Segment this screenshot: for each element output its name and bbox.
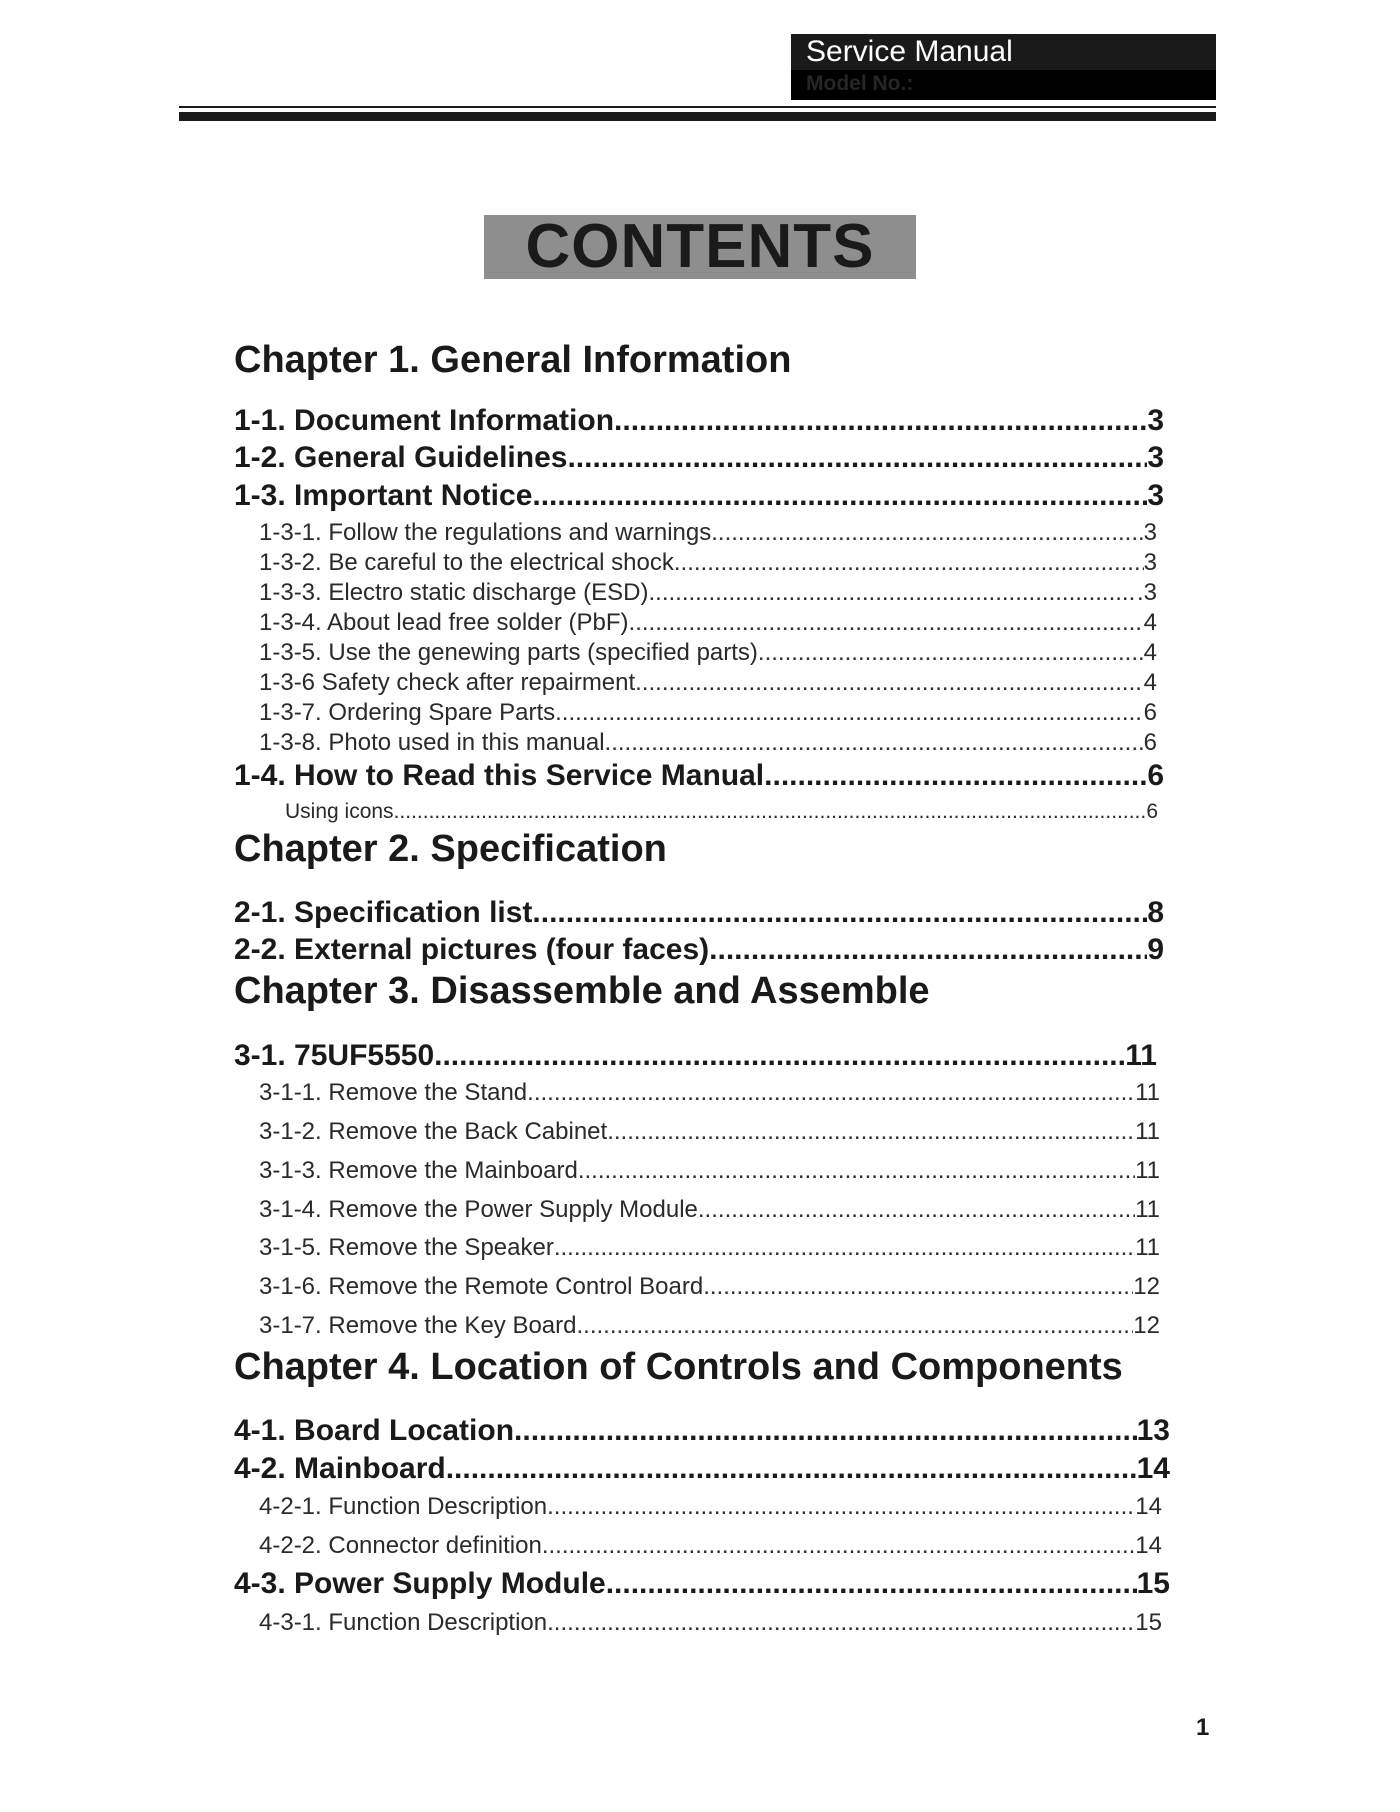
dot-leader	[703, 1272, 1133, 1302]
dot-leader	[394, 799, 1147, 825]
chapter-1-title: Chapter 1. General Information	[234, 339, 792, 381]
toc-entry-label: 3-1-6. Remove the Remote Control Board	[259, 1273, 704, 1300]
toc-entry-3-1-4[interactable]	[259, 1195, 1160, 1225]
dot-leader	[514, 1413, 1137, 1449]
toc-entry-label: 4-3-1. Function Description	[259, 1609, 548, 1636]
toc-entry-page: 13	[1136, 1414, 1170, 1447]
toc-entry-label: 1-3-4. About lead free solder (PbF)	[259, 609, 629, 636]
toc-entry-page: 8	[1147, 896, 1164, 929]
toc-entry-label: 3-1-4. Remove the Power Supply Module	[259, 1196, 698, 1223]
toc-entry-page: 3	[1147, 479, 1164, 512]
toc-entry-4-2-2[interactable]	[259, 1531, 1162, 1561]
toc-entry-label: 3-1. 75UF5550	[234, 1039, 435, 1072]
toc-entry-3-1-2[interactable]	[259, 1117, 1160, 1147]
toc-entry-page: 3	[1143, 549, 1157, 576]
toc-entry-label: 1-1. Document Information	[234, 404, 615, 437]
toc-entry-4-2[interactable]	[234, 1451, 1170, 1487]
toc-entry-label: 1-3-8. Photo used in this manual	[259, 729, 605, 756]
toc-entry-page: 3	[1147, 404, 1164, 437]
toc-entry-2-1[interactable]	[234, 895, 1164, 931]
toc-entry-page: 14	[1136, 1452, 1170, 1485]
dot-leader	[567, 440, 1147, 476]
toc-entry-page: 4	[1143, 669, 1157, 696]
dot-leader	[629, 608, 1144, 638]
dot-leader	[577, 1311, 1134, 1341]
toc-entry-1-2[interactable]	[234, 440, 1164, 476]
toc-entry-label: 1-3-5. Use the genewing parts (specified parts)	[259, 639, 758, 666]
toc-entry-label: 1-3-7. Ordering Spare Parts	[259, 699, 556, 726]
toc-entry-page: 6	[1146, 800, 1158, 823]
toc-entry-1-3[interactable]	[234, 478, 1164, 514]
dot-leader	[605, 728, 1144, 758]
dot-leader	[542, 1531, 1135, 1561]
dot-leader	[434, 1038, 1125, 1074]
toc-entry-label: 3-1-1. Remove the Stand	[259, 1079, 528, 1106]
page-number: 1	[1196, 1714, 1210, 1741]
toc-entry-label: 3-1-3. Remove the Mainboard	[259, 1157, 578, 1184]
toc-entry-4-1[interactable]	[234, 1413, 1170, 1449]
toc-entry-page: 3	[1147, 441, 1164, 474]
chapter-4-title: Chapter 4. Location of Controls and Components	[234, 1346, 1123, 1388]
toc-entry-label: 1-3-3. Electro static discharge (ESD)	[259, 579, 649, 606]
toc-entry-page: 12	[1133, 1273, 1160, 1300]
toc-entry-label: 2-1. Specification list	[234, 896, 533, 929]
toc-entry-page: .3	[1136, 579, 1157, 606]
toc-entry-label: 1-2. General Guidelines	[234, 441, 568, 474]
toc-entry-page: 15	[1136, 1567, 1170, 1600]
toc-entry-3-1-5[interactable]	[259, 1233, 1160, 1263]
dot-leader	[547, 1492, 1135, 1522]
toc-entry-3-1-3[interactable]	[259, 1156, 1160, 1186]
dot-leader	[648, 578, 1137, 608]
toc-entry-label: 4-1. Board Location	[234, 1414, 515, 1447]
toc-entry-using-icons[interactable]	[285, 799, 1158, 825]
toc-entry-label: 1-3-6 Safety check after repairment	[259, 669, 636, 696]
toc-entry-3-1-1[interactable]	[259, 1078, 1160, 1108]
dot-leader	[758, 638, 1144, 668]
dot-leader	[607, 1117, 1135, 1147]
toc-entry-4-2-1[interactable]	[259, 1492, 1162, 1522]
chapter-3-title: Chapter 3. Disassemble and Assemble	[234, 970, 930, 1012]
toc-entry-label: 4-2-1. Function Description	[259, 1493, 548, 1520]
toc-entry-label: 3-1-5. Remove the Speaker	[259, 1234, 554, 1261]
toc-entry-label: 2-2. External pictures (four faces)	[234, 933, 710, 966]
toc-entry-page: 14	[1135, 1532, 1162, 1559]
toc-entry-label: 3-1-2. Remove the Back Cabinet	[259, 1118, 608, 1145]
dot-leader	[635, 668, 1143, 698]
dot-leader	[709, 932, 1147, 968]
toc-entry-4-3[interactable]	[234, 1566, 1170, 1602]
toc-entry-page: 3	[1143, 519, 1157, 546]
toc-entry-label: 4-3. Power Supply Module	[234, 1567, 606, 1600]
toc-entry-1-3-2[interactable]	[259, 548, 1157, 578]
dot-leader	[532, 895, 1147, 931]
toc-entry-page: 11	[1135, 1234, 1160, 1261]
dot-leader	[555, 698, 1144, 728]
dot-leader	[578, 1156, 1135, 1186]
dot-leader	[764, 758, 1147, 794]
header-model-label: Model No.:	[791, 70, 1216, 100]
toc-entry-page: 4	[1143, 609, 1157, 636]
header-title: Service Manual	[791, 34, 1216, 70]
dot-leader	[446, 1451, 1137, 1487]
toc-entry-3-1-6[interactable]	[259, 1272, 1160, 1302]
toc-entry-page: 6	[1147, 759, 1164, 792]
dot-leader	[698, 1195, 1135, 1225]
dot-leader	[606, 1566, 1137, 1602]
toc-entry-1-3-8[interactable]	[259, 728, 1157, 758]
toc-entry-3-1-7[interactable]	[259, 1311, 1160, 1341]
toc-entry-page: 11	[1135, 1118, 1160, 1145]
toc-entry-1-3-7[interactable]	[259, 698, 1157, 728]
toc-entry-page: 6	[1143, 729, 1157, 756]
dot-leader	[527, 1078, 1135, 1108]
toc-entry-1-1[interactable]	[234, 403, 1164, 439]
dot-leader	[614, 403, 1147, 439]
toc-entry-1-3-1[interactable]	[259, 518, 1157, 548]
toc-entry-3-1[interactable]	[234, 1038, 1157, 1074]
toc-entry-page: 15	[1135, 1609, 1162, 1636]
dot-leader	[547, 1608, 1135, 1638]
chapter-2-title: Chapter 2. Specification	[234, 828, 667, 870]
dot-leader	[674, 548, 1144, 578]
toc-entry-page: 14	[1135, 1493, 1162, 1520]
toc-entry-page: 11	[1135, 1157, 1160, 1184]
toc-entry-1-4[interactable]	[234, 758, 1164, 794]
toc-entry-label: 3-1-7. Remove the Key Board	[259, 1312, 577, 1339]
dot-leader	[711, 518, 1143, 548]
toc-entry-4-3-1[interactable]	[259, 1608, 1162, 1638]
toc-entry-1-3-3[interactable]	[259, 578, 1157, 608]
toc-entry-label: 1-3. Important Notice	[234, 479, 533, 512]
toc-entry-page: 6	[1143, 699, 1157, 726]
toc-entry-page: 4	[1143, 639, 1157, 666]
toc-entry-label: 4-2. Mainboard	[234, 1452, 446, 1485]
dot-leader	[554, 1233, 1135, 1263]
toc-entry-label: 1-4. How to Read this Service Manual	[234, 759, 765, 792]
toc-entry-1-3-4[interactable]	[259, 608, 1157, 638]
toc-entry-page: 9	[1147, 933, 1164, 966]
toc-entry-label: 4-2-2. Connector definition	[259, 1532, 542, 1559]
toc-entry-1-3-5[interactable]	[259, 638, 1157, 668]
toc-entry-page: 11	[1135, 1079, 1160, 1106]
toc-entry-label: Using icons	[285, 800, 394, 823]
contents-title: CONTENTS	[484, 215, 916, 279]
toc-entry-label: 1-3-2. Be careful to the electrical shock	[259, 549, 674, 576]
toc-entry-page: 11	[1125, 1039, 1157, 1072]
toc-entry-page: 11	[1135, 1196, 1160, 1223]
dot-leader	[532, 478, 1147, 514]
toc-entry-2-2[interactable]	[234, 932, 1164, 968]
toc-entry-1-3-6[interactable]	[259, 668, 1157, 698]
toc-entry-page: 12	[1133, 1312, 1160, 1339]
toc-entry-label: 1-3-1. Follow the regulations and warnings	[259, 519, 712, 546]
